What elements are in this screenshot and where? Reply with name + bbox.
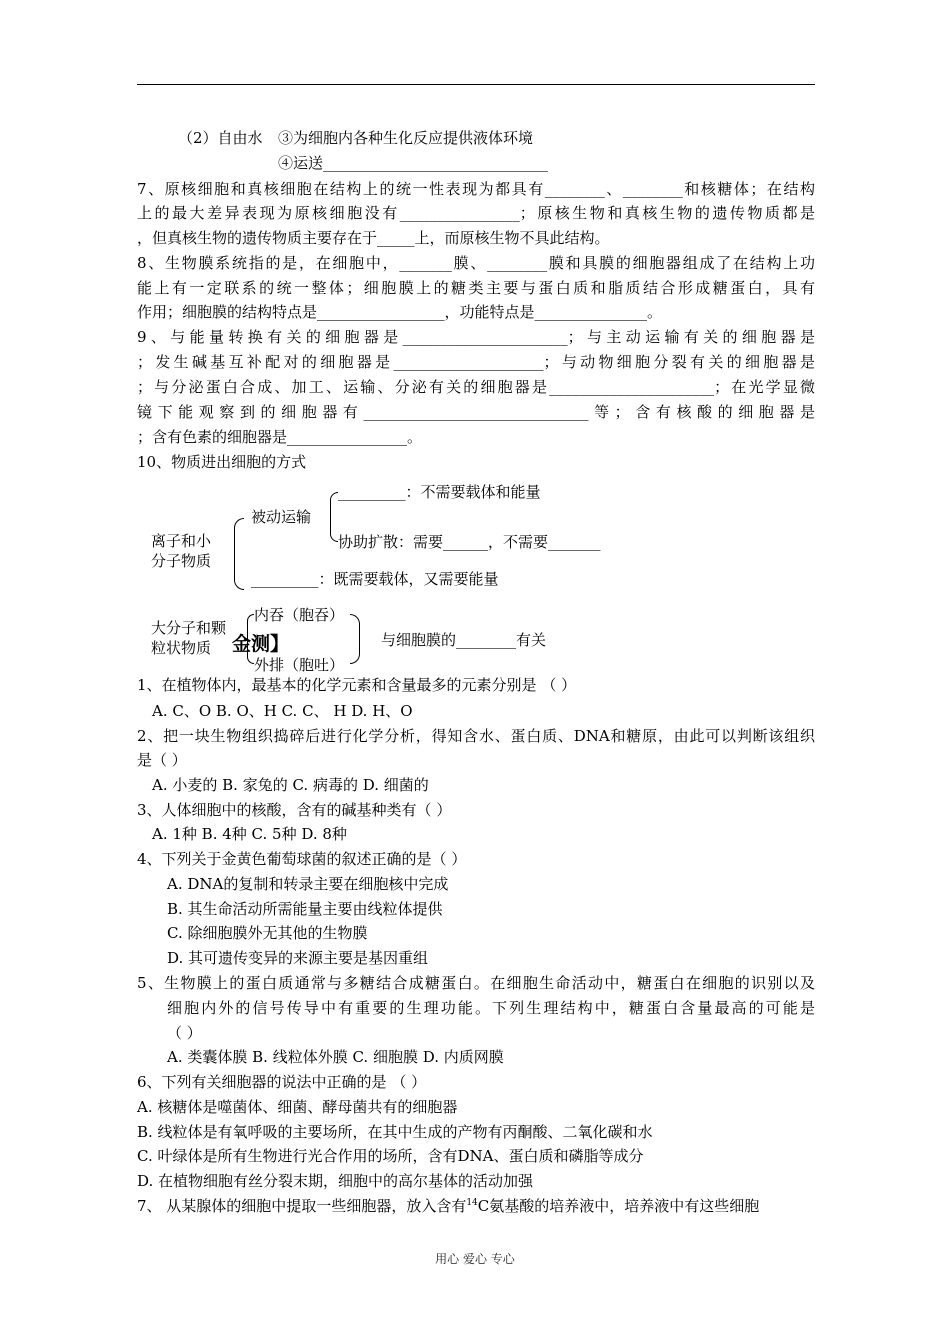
question-6-option-a: A. 核糖体是噬菌体、细菌、酵母菌共有的细胞器 xyxy=(137,1098,458,1116)
question-7-pre: 7、 从某腺体的细胞中提取一些细胞器，放入含有 xyxy=(137,1197,467,1215)
active-transport-line: _________：既需要载体，又需要能量 xyxy=(251,570,499,588)
facilitated-diffusion-line: 协助扩散：需要______，不需要_______ xyxy=(338,533,601,551)
passive-brace xyxy=(330,492,338,542)
question-4-option-b: B. 其生命活动所需能量主要由线粒体提供 xyxy=(167,900,443,918)
review-line-8c: 作用；细胞膜的结构特点是_________________，功能特点是_______________。 xyxy=(137,303,663,321)
question-4: 4、下列关于金黄色葡萄球菌的叙述正确的是（ ） xyxy=(137,850,467,868)
question-4-option-a: A. DNA的复制和转录主要在细胞核中完成 xyxy=(167,875,449,893)
exocytosis-label: 外排（胞吐） xyxy=(254,656,345,674)
review-line-8a: 8、生物膜系统指的是，在细胞中，_______膜、________膜和具膜的细胞器组成了在结构上功 xyxy=(137,254,815,272)
macro-right-brace xyxy=(350,614,360,664)
review-line-7b: 上的最大差异表现为原核细胞没有________________；原核生物和真核生物的遗传物质都是 xyxy=(137,204,815,222)
isotope-superscript: 14 xyxy=(466,1198,478,1208)
review-line-8b: 能上有一定联系的统一整体；细胞膜上的糖类主要与蛋白质和脂质结合形成糖蛋白，具有 xyxy=(137,279,815,297)
question-1: 1、在植物体内，最基本的化学元素和含量最多的元素分别是 （ ） xyxy=(137,676,577,694)
review-line-7a: 7、原核细胞和真核细胞在结构上的统一性表现为都具有________、________和核糖体；在结构 xyxy=(137,180,815,198)
question-2-line-1: 2、把一块生物组织捣碎后进行化学分析，得知含水、蛋白质、DNA和糖原，由此可以判断该组织 xyxy=(137,727,815,745)
question-2-options: A. 小麦的 B. 家兔的 C. 病毒的 D. 细菌的 xyxy=(152,776,429,794)
macro-label-1: 大分子和颗 xyxy=(151,619,227,637)
question-5-line-1: 5、生物膜上的蛋白质通常与多糖结合成糖蛋白。在细胞生命活动中，糖蛋白在细胞的识别以及 xyxy=(137,974,815,992)
question-7 xyxy=(137,1196,759,1216)
question-3: 3、人体细胞中的核酸，含有的碱基种类有（ ） xyxy=(137,801,452,819)
endocytosis-label: 内吞（胞吞） xyxy=(254,606,345,624)
membrane-related-line: 与细胞膜的________有关 xyxy=(381,631,547,649)
stamp-text: 金测】 xyxy=(232,633,290,655)
question-4-option-c: C. 除细胞膜外无其他的生物膜 xyxy=(167,924,368,942)
free-water-item-4: ④运送______________________________ xyxy=(278,154,549,172)
free-water-label: （2）自由水 xyxy=(178,129,263,147)
question-2-line-2: 是（ ） xyxy=(137,751,187,769)
question-1-options: A. C、O B. O、H C. C、 H D. H、O xyxy=(152,702,413,720)
question-7-post: C氨基酸的培养液中，培养液中有这些细胞 xyxy=(477,1197,760,1215)
review-line-9d: 镜下能观察到的细胞器有______________________________等；含有核酸的细胞器是 xyxy=(137,403,815,421)
review-line-9e: ；含有色素的细胞器是________________。 xyxy=(137,428,423,446)
question-5-options: A. 类囊体膜 B. 线粒体外膜 C. 细胞膜 D. 内质网膜 xyxy=(167,1048,504,1066)
question-6-option-c: C. 叶绿体是所有生物进行光合作用的场所，含有DNA、蛋白质和磷脂等成分 xyxy=(137,1147,644,1165)
review-line-9c: ；与分泌蛋白合成、加工、运输、分泌有关的细胞器是______________________；在光学显微 xyxy=(137,378,815,396)
review-line-7c: ，但真核生物的遗传物质主要存在于_____上，而原核生物不具此结构。 xyxy=(137,229,610,247)
question-5-line-2: 细胞内外的信号传导中有重要的生理功能。下列生理结构中，糖蛋白含量最高的可能是 xyxy=(167,999,815,1017)
ion-molecule-label-2: 分子物质 xyxy=(151,552,212,570)
header-rule xyxy=(137,84,815,85)
ion-molecule-label-1: 离子和小 xyxy=(151,532,212,550)
page-footer: 用心 爱心 专心 xyxy=(435,1252,515,1266)
ion-molecule-brace xyxy=(234,518,244,590)
review-line-9a: 9、与能量转换有关的细胞器是______________________；与主动运输有关的细胞器是 xyxy=(137,328,815,346)
review-line-9b: ；发生碱基互补配对的细胞器是____________________；与动物细胞分裂有关的细胞器是 xyxy=(137,353,815,371)
review-line-10: 10、物质进出细胞的方式 xyxy=(137,453,307,471)
passive-transport-label: 被动运输 xyxy=(251,508,312,526)
question-6-option-b: B. 线粒体是有氧呼吸的主要场所，在其中生成的产物有丙酮酸、二氧化碳和水 xyxy=(137,1123,653,1141)
macro-label-2: 粒状物质 xyxy=(151,639,212,657)
free-water-item-3: ③为细胞内各种生化反应提供液体环境 xyxy=(278,129,534,147)
question-3-options: A. 1种 B. 4种 C. 5种 D. 8种 xyxy=(152,825,347,843)
question-5-line-3: （ ） xyxy=(167,1024,202,1042)
question-6: 6、下列有关细胞器的说法中正确的是 （ ） xyxy=(137,1073,427,1091)
simple-diffusion-line: _________：不需要载体和能量 xyxy=(338,483,541,501)
question-6-option-d: D. 在植物细胞有丝分裂末期，细胞中的高尔基体的活动加强 xyxy=(137,1172,534,1190)
question-4-option-d: D. 其可遗传变异的来源主要是基因重组 xyxy=(167,949,429,967)
